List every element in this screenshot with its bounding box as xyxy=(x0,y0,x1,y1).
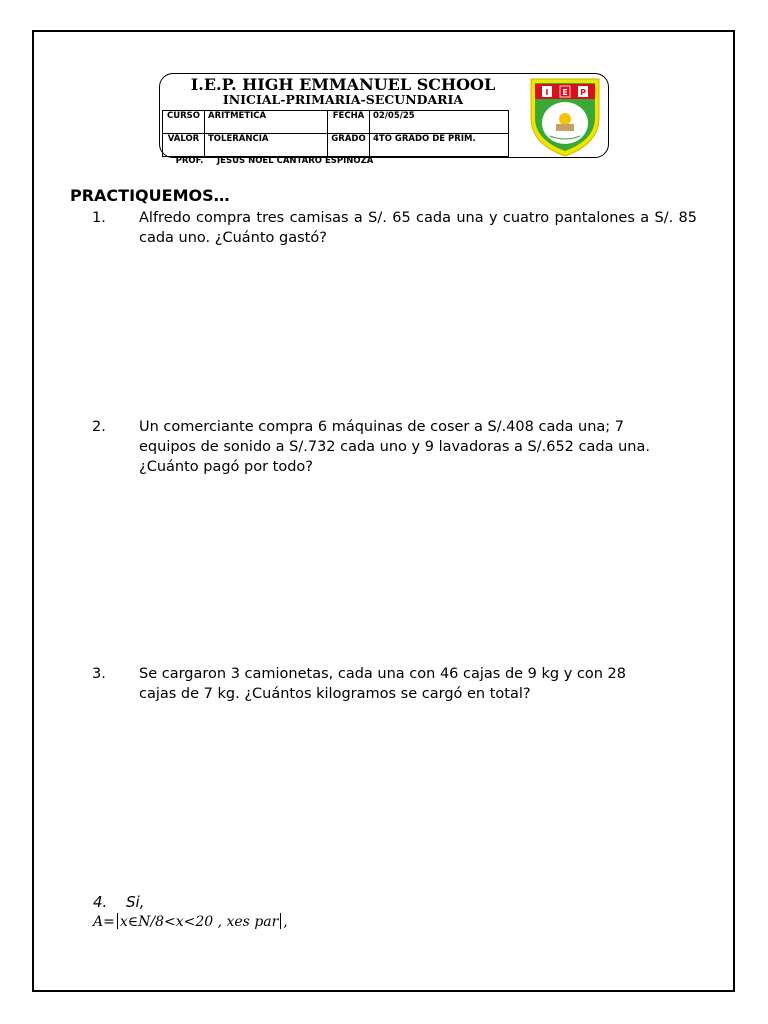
formula-body: x∈N/8<x<20 , xes par xyxy=(119,914,279,930)
fecha-value: 02/05/25 xyxy=(370,111,509,134)
curso-value: ARITMETICA xyxy=(205,111,328,134)
question-4-text: Si, xyxy=(126,893,145,911)
crest-letter-e: E xyxy=(562,88,568,97)
question-3-line-1: Se cargaron 3 camionetas, cada una con 46 cajas de 9 kg y con 28 xyxy=(139,666,627,682)
question-3-number: 3. xyxy=(92,666,106,682)
question-3-text xyxy=(139,664,679,704)
info-row-valor xyxy=(163,134,509,157)
question-2-line-1: Un comerciante compra 6 máquinas de coser a S/.408 cada una; 7 xyxy=(139,419,625,435)
formula-open-bracket xyxy=(117,913,118,929)
grado-value: 4TO GRADO DE PRIM. xyxy=(370,134,509,157)
set-formula xyxy=(93,913,288,931)
info-table xyxy=(162,110,509,157)
prof-row xyxy=(162,156,373,166)
question-4-number: 4. xyxy=(93,893,108,911)
grado-label: GRADO xyxy=(328,134,370,157)
crest-letter-p: P xyxy=(580,88,586,97)
school-levels: INICIAL-PRIMARIA-SECUNDARIA xyxy=(222,92,464,107)
prof-label: PROF. xyxy=(175,156,204,166)
question-1-number: 1. xyxy=(92,210,106,226)
question-2-number: 2. xyxy=(92,419,106,435)
question-1-text: Alfredo compra tres camisas a S/. 65 cada una y cuatro pantalones a S/. 85 cada uno. ¿Cuánto gastó? xyxy=(139,210,697,246)
info-row-curso xyxy=(163,111,509,134)
formula-tail: , xyxy=(283,914,288,930)
school-crest-logo xyxy=(528,76,602,158)
fecha-label: FECHA xyxy=(328,111,370,134)
page-title: PRACTIQUEMOS… xyxy=(70,186,230,205)
question-2-line-3: ¿Cuánto pagó por todo? xyxy=(139,459,313,475)
question-3-line-2: cajas de 7 kg. ¿Cuántos kilogramos se cargó en total? xyxy=(139,686,531,702)
valor-value: TOLERANCIA xyxy=(205,134,328,157)
question-4 xyxy=(93,893,144,911)
curso-label: CURSO xyxy=(163,111,205,134)
school-name: I.E.P. HIGH EMMANUEL SCHOOL xyxy=(190,75,496,94)
valor-label: VALOR xyxy=(163,134,205,157)
prof-value: JESUS NOEL CANTARO ESPINOZA xyxy=(217,156,374,166)
formula-lhs: A= xyxy=(93,914,115,930)
question-2-line-2: equipos de sonido a S/.732 cada uno y 9 lavadoras a S/.652 cada una. xyxy=(139,439,650,455)
formula-close-bracket xyxy=(280,913,281,929)
page-border xyxy=(32,30,735,992)
crest-letter-i: I xyxy=(545,88,549,97)
question-2-text xyxy=(139,417,697,477)
